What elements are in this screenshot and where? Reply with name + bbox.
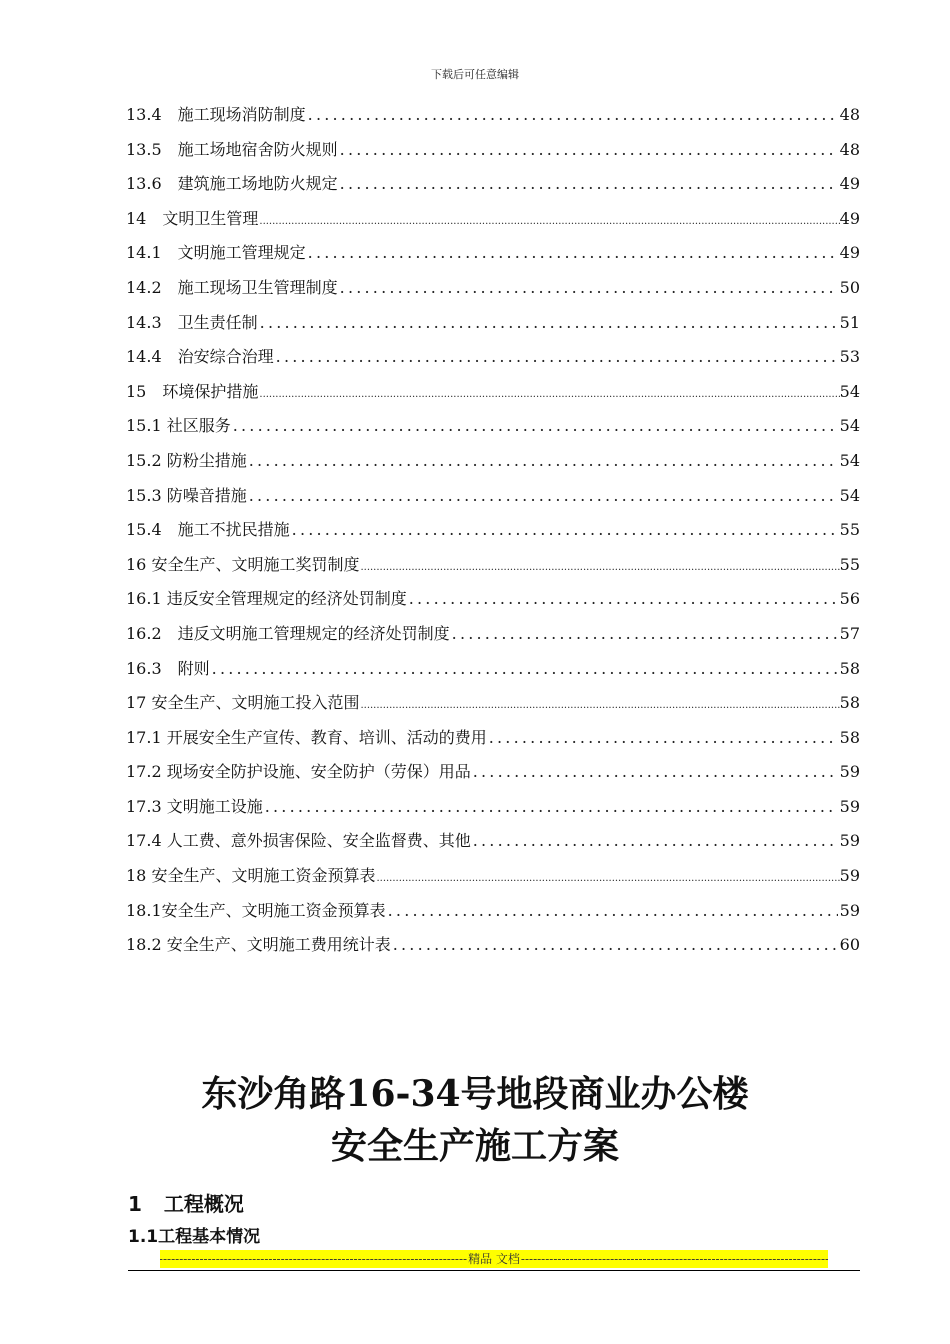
toc-entry-number: 14.4 [126,347,162,367]
toc-entry-page: 50 [839,277,860,297]
toc-entry-page: 49 [839,174,860,194]
toc-dot-leader [452,617,838,652]
toc-entry-title: 卫生责任制 [177,312,258,332]
toc-entry-page: 55 [839,554,860,574]
footer-dash-right [521,1250,828,1268]
toc-entry-title: 防粉尘措施 [166,450,247,470]
toc-dot-leader [212,652,838,687]
toc-dot-leader [249,479,838,514]
toc-entry-page: 53 [839,347,860,367]
toc-entry-separator [146,375,162,410]
toc-entry-title: 社区服务 [166,416,231,436]
toc-dot-leader [292,513,838,548]
toc-entry[interactable] [126,444,860,479]
toc-entry[interactable] [126,98,860,133]
toc-entry-number: 17.3 [126,796,162,816]
toc-dot-leader [340,271,838,306]
toc-entry-title: 治安综合治理 [177,347,274,367]
toc-entry-page: 57 [839,623,860,643]
toc-entry-page: 48 [839,139,860,159]
toc-entry-page: 51 [839,312,860,332]
toc-entry-title: 施工场地宿舍防火规则 [177,139,338,159]
toc-entry-number: 18 [126,866,147,886]
toc-entry-title: 文明卫生管理 [162,208,259,228]
toc-entry-title: 附则 [177,658,210,678]
toc-dot-leader [393,928,838,963]
toc-entry-title: 安全生产、文明施工资金预算表 [151,866,376,886]
footer-dash-left [160,1250,467,1268]
toc-entry[interactable] [126,133,860,168]
toc-entry-separator [146,202,162,237]
toc-entry-page: 54 [839,485,860,505]
toc-dot-leader [489,721,838,756]
toc-entry-page: 49 [839,243,860,263]
toc-entry-page: 48 [839,105,860,124]
toc-entry-title: 安全生产、文明施工投入范围 [151,693,360,713]
toc-entry-separator [162,236,178,271]
toc-entry-separator [162,513,178,548]
toc-entry-page: 60 [839,935,860,955]
toc-entry-number: 14.2 [126,277,162,297]
toc-entry-separator [162,271,178,306]
toc-dot-leader [276,340,838,375]
toc-entry-number: 16 [126,554,147,574]
toc-entry[interactable] [126,617,860,652]
toc-entry-page: 59 [839,796,860,816]
section-number: 1 [128,1192,142,1216]
document-title-line-2: 安全生产施工方案 [330,1125,619,1167]
toc-entry-separator [162,306,178,341]
document-title-line-1: 东沙角路16-34号地段商业办公楼 [201,1073,749,1115]
toc-entry[interactable] [126,271,860,306]
header-note: 下载后可任意编辑 [431,68,519,81]
toc-entry-number: 17.1 [126,727,162,747]
toc-entry-number: 16.2 [126,623,162,643]
toc-entry-number: 13.5 [126,139,162,159]
toc-entry-separator [162,133,178,168]
toc-dot-leader [473,755,838,790]
toc-entry-title: 建筑施工场地防火规定 [177,174,338,194]
toc-entry-number: 18.1 [126,900,162,920]
toc-entry-page: 55 [839,520,860,540]
toc-dot-leader [260,306,838,341]
toc-entry-title: 安全生产、文明施工奖罚制度 [151,554,360,574]
toc-entry[interactable] [126,928,860,963]
toc-entry-title: 防噪音措施 [166,485,247,505]
toc-entry-number: 14.1 [126,243,162,263]
toc-entry-number: 13.4 [126,105,162,124]
toc-entry-title: 文明施工管理规定 [177,243,306,263]
toc-entry-page: 58 [839,693,860,713]
toc-entry-page: 59 [839,762,860,782]
toc-entry[interactable] [126,548,860,583]
toc-entry-separator [162,617,178,652]
toc-dot-leader [340,133,838,168]
toc-entry[interactable] [126,824,860,859]
toc-entry[interactable] [126,375,860,410]
toc-dot-leader [265,790,838,825]
toc-entry[interactable] [126,894,860,929]
toc-entry-title: 施工现场消防制度 [177,105,306,124]
toc-entry[interactable] [126,686,860,721]
toc-entry-separator [162,340,178,375]
toc-dot-leader [473,824,838,859]
toc-entry-number: 17.2 [126,762,162,782]
toc-entry[interactable] [126,340,860,375]
toc-entry-title: 施工现场卫生管理制度 [177,277,338,297]
toc-entry-title: 安全生产、文明施工资金预算表 [161,900,386,920]
toc-entry-title: 文明施工设施 [166,796,263,816]
toc-entry[interactable] [126,859,860,894]
section-title: 工程概况 [163,1192,244,1216]
table-of-contents [126,98,860,963]
section-heading-1 [128,1188,244,1217]
toc-entry[interactable] [126,306,860,341]
toc-entry[interactable] [126,479,860,514]
toc-entry-separator [162,652,178,687]
toc-entry-title: 安全生产、文明施工费用统计表 [166,935,391,955]
toc-dot-leader [409,582,838,617]
toc-entry-page: 49 [839,208,860,228]
toc-entry-page: 54 [839,416,860,436]
toc-entry-page: 59 [839,866,860,886]
toc-entry-title: 开展安全生产宣传、教育、培训、活动的费用 [166,727,487,747]
toc-entry-separator [162,167,178,202]
section-heading-1-1: 1.1工程基本情况 [128,1227,261,1247]
toc-entry-number: 13.6 [126,174,162,194]
toc-entry-number: 16.3 [126,658,162,678]
toc-dot-leader [308,98,838,133]
toc-entry-title: 施工不扰民措施 [177,520,290,540]
toc-dot-leader [360,689,839,724]
toc-entry-page: 58 [839,727,860,747]
toc-dot-leader [360,551,839,586]
toc-entry[interactable] [126,167,860,202]
toc-entry[interactable] [126,236,860,271]
toc-entry-number: 15.1 [126,416,162,436]
footer-rule [128,1270,860,1271]
toc-entry-title: 违反文明施工管理规定的经济处罚制度 [177,623,450,643]
toc-entry[interactable] [126,652,860,687]
toc-entry-page: 59 [839,900,860,920]
toc-entry[interactable] [126,513,860,548]
toc-dot-leader [388,894,838,929]
toc-entry-number: 15.2 [126,450,162,470]
toc-entry-number: 18.2 [126,935,162,955]
footer-label: 精品 文档 [468,1252,520,1266]
footer-banner [160,1250,828,1268]
toc-entry-number: 17 [126,693,147,713]
toc-entry-page: 59 [839,831,860,851]
toc-entry[interactable] [126,790,860,825]
toc-entry[interactable] [126,721,860,756]
toc-entry-number: 15.3 [126,485,162,505]
toc-entry-number: 17.4 [126,831,162,851]
toc-entry-separator [162,98,178,133]
toc-dot-leader [249,444,838,479]
toc-dot-leader [233,409,838,444]
toc-entry-number: 14 [126,208,147,228]
toc-dot-leader [259,378,839,413]
toc-entry-number: 15 [126,381,147,401]
toc-entry-title: 环境保护措施 [162,381,259,401]
toc-entry-title: 人工费、意外损害保险、安全监督费、其他 [166,831,471,851]
toc-entry-number: 15.4 [126,520,162,540]
toc-dot-leader [308,236,838,271]
toc-dot-leader [376,862,839,897]
toc-entry-page: 56 [839,589,860,609]
toc-dot-leader [340,167,838,202]
toc-entry-page: 54 [839,381,860,401]
toc-entry-page: 58 [839,658,860,678]
toc-entry[interactable] [126,582,860,617]
toc-entry[interactable] [126,755,860,790]
toc-entry[interactable] [126,202,860,237]
toc-entry-page: 54 [839,450,860,470]
toc-entry-title: 现场安全防护设施、安全防护（劳保）用品 [166,762,471,782]
toc-entry[interactable] [126,409,860,444]
toc-dot-leader [259,205,839,240]
toc-entry-number: 14.3 [126,312,162,332]
toc-entry-title: 违反安全管理规定的经济处罚制度 [166,589,407,609]
toc-entry-number: 16.1 [126,589,162,609]
